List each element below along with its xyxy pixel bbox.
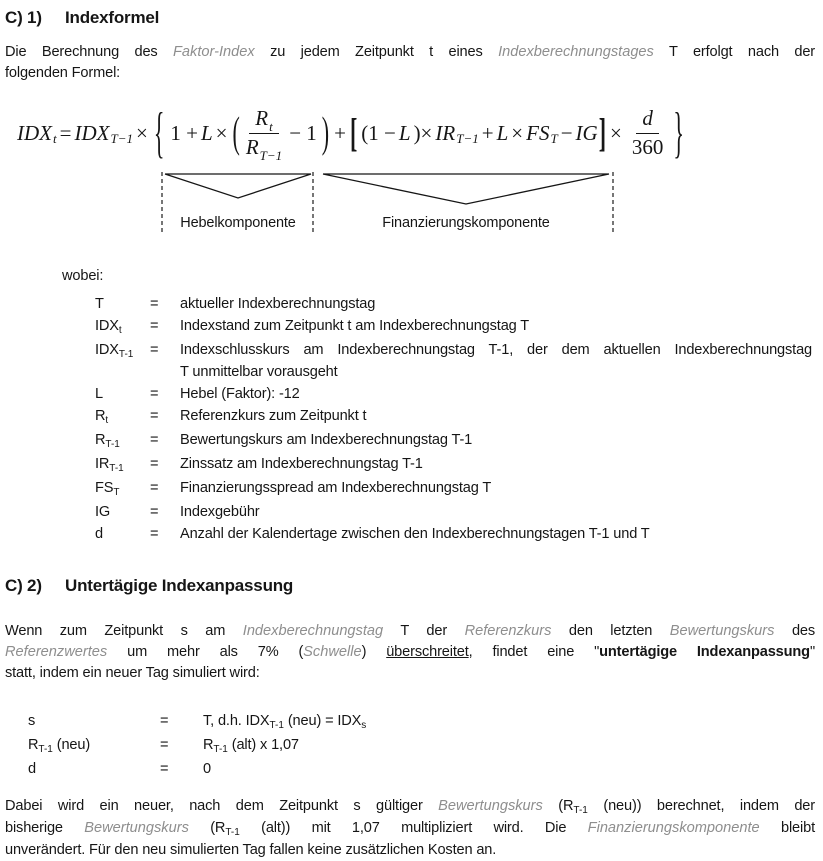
definition-equals-sign: = — [150, 408, 159, 424]
variable-definitions-list — [95, 293, 812, 545]
formula-inner-close: )× — [413, 120, 433, 145]
definition-equals-sign: = — [160, 761, 169, 777]
definition-value: Zinssatz am Indexberechnungstag T-1 — [180, 456, 423, 472]
definition-row — [95, 453, 812, 477]
definition-equals-sign: = — [150, 456, 159, 472]
adjustment-definitions-list — [28, 710, 815, 780]
section-1-title: Indexformel — [65, 8, 160, 27]
formula-minus-2: − — [560, 120, 573, 145]
definition-term: d — [28, 761, 36, 777]
formula-open-paren: ( — [232, 107, 240, 157]
definition-row — [95, 339, 812, 383]
formula-inner-open: (1 − — [361, 120, 396, 145]
definition-value: T, d.h. $IDX_{T-1}$ $(neu) = IDX_s$ — [203, 713, 367, 731]
formula-rate-fraction — [245, 106, 283, 163]
fraction-denominator: 360 — [631, 134, 664, 159]
definition-row — [95, 477, 812, 501]
definition-value: aktueller Indexberechnungstag — [180, 296, 376, 312]
definition-value: Finanzierungsspread am Indexberechnungstag T — [180, 480, 492, 496]
formula-times-4: × — [610, 120, 622, 145]
definition-row — [95, 429, 812, 453]
definition-equals-sign: = — [150, 504, 159, 520]
definition-term: $R_{T-1}$ — [95, 432, 120, 450]
definition-row — [95, 383, 812, 405]
definition-value: Anzahl der Kalendertage zwischen den Indexberechnungstagen T-1 und T — [180, 526, 650, 542]
formula-minus-one: − 1 — [289, 120, 317, 145]
formula-prev-subscript: T−1 — [110, 131, 133, 146]
section-1-number: C) 1) — [5, 8, 42, 27]
definition-row — [95, 315, 812, 339]
formula-times-2: × — [215, 120, 228, 145]
formula-close-bracket: ] — [598, 108, 607, 156]
formula-components-diagram — [157, 170, 619, 236]
wobei-label: wobei: — [62, 268, 104, 284]
definition-term: $R_t$ — [95, 408, 109, 426]
fraction-denominator: $R_{T-1}$ — [245, 134, 283, 163]
section-2-title: Untertägige Indexanpassung — [65, 576, 294, 595]
formula-open-brace: { — [153, 99, 165, 164]
definition-equals-sign: = — [160, 713, 169, 729]
financing-component-brace — [323, 174, 609, 204]
definition-term: L — [95, 386, 103, 402]
index-formula: IDX t = IDX T−1 × { 1 + L × ( $\frac{R_t}{R_{T-1}}$ − 1 ) + [ (1 − L )× IR T−1 + L × FS T − IG ] × $\frac{d}{360}$ } — [17, 98, 815, 168]
section-2-outro-paragraph: Dabei wird ein neuer, nach dem Zeitpunkt s gültiger Bewertungskurs ($R_{T-1}$ (neu)) berechnet, indem der bisherige Bewertungskurs ($R_{T-1}$ (alt)) mit 1,07 multipliziert wird. Die Finanzierungskomponente bleibt unverändert. Für den neu simulierten Tag fallen keine zusätzlichen Kosten an. — [5, 798, 815, 858]
formula-times-3: × — [511, 120, 524, 145]
definition-value: Referenzkurs zum Zeitpunkt t — [180, 408, 367, 424]
formula-interest-rate: IR — [435, 120, 456, 145]
definition-equals-sign: = — [150, 526, 159, 542]
definition-value: Bewertungskurs am Indexberechnungstag T-1 — [180, 432, 473, 448]
definition-term: $R_{T-1}$ (neu) — [28, 737, 91, 755]
leverage-component-label: Hebelkomponente — [180, 215, 296, 231]
definition-term: $FS_T$ — [95, 480, 120, 498]
definition-row — [95, 405, 812, 429]
section-1-intro-paragraph: Die Berechnung des Faktor-Index zu jedem Zeitpunkt t eines Indexberechnungstages T erfolgt nach der folgenden Formel: — [5, 44, 815, 81]
definition-row — [28, 758, 815, 780]
section-2-heading — [5, 575, 815, 596]
definition-row — [28, 734, 815, 758]
definition-value: Hebel (Faktor): -12 — [180, 386, 300, 402]
formula-plus: + — [334, 120, 346, 145]
section-2-intro-paragraph: Wenn zum Zeitpunkt s am Indexberechnungstag T der Referenzkurs den letzten Bewertungskurs des Referenzwertes um mehr als 7% (Schwelle) überschreitet, findet eine "untertägige Indexanpassung" statt, indem ein neuer Tag simuliert wird: — [5, 623, 816, 681]
definition-term: $IDX_t$ — [95, 318, 122, 336]
formula-plus-2: + — [481, 120, 494, 145]
definition-term: IG — [95, 504, 111, 520]
formula-index-fee: IG — [575, 120, 598, 145]
definition-term: $IDX_{T-1}$ — [95, 342, 134, 360]
formula-open-bracket: [ — [349, 108, 358, 156]
definition-equals-sign: = — [160, 737, 169, 753]
definition-equals-sign: = — [150, 342, 159, 358]
formula-close-paren: ) — [321, 107, 330, 157]
formula-leverage: L — [200, 120, 213, 145]
formula-financing-spread: FS — [526, 120, 550, 145]
section-1-heading — [5, 7, 815, 28]
definition-row — [28, 710, 815, 734]
definition-row — [95, 501, 812, 523]
definition-equals-sign: = — [150, 296, 159, 312]
formula-day-fraction — [629, 107, 667, 158]
fraction-numerator: $R_t$ — [249, 107, 278, 133]
section-2-number: C) 2) — [5, 576, 42, 595]
definition-equals-sign: = — [150, 386, 159, 402]
formula-one-plus: 1 + — [170, 120, 198, 145]
formula-equals: = — [59, 120, 72, 145]
definition-equals-sign: = — [150, 432, 159, 448]
definition-term: s — [28, 713, 36, 729]
definition-equals-sign: = — [150, 318, 159, 334]
formula-lhs-subscript: t — [53, 131, 57, 146]
fraction-numerator: d — [636, 107, 659, 133]
definition-value: Indexstand zum Zeitpunkt t am Indexberechnungstag T — [180, 318, 530, 334]
formula-close-brace: } — [673, 99, 684, 164]
definition-value: Indexgebühr — [180, 504, 260, 520]
definition-term: d — [95, 526, 103, 542]
definition-row — [95, 293, 812, 315]
formula-times: × — [135, 120, 148, 145]
formula-leverage-2: L — [398, 120, 411, 145]
formula-leverage-3: L — [496, 120, 509, 145]
definition-row — [95, 523, 812, 545]
definition-term: T — [95, 296, 104, 312]
definition-equals-sign: = — [150, 480, 159, 496]
definition-value: 0 — [203, 761, 211, 777]
definition-value: Indexschlusskurs am Indexberechnungstag T-1, der dem aktuellen Indexberechnungstag T unmittelbar vorausgeht — [180, 342, 812, 380]
leverage-component-brace — [165, 174, 311, 198]
financing-component-label: Finanzierungskomponente — [382, 215, 550, 231]
definition-value: $R_{T-1}$ (alt) x 1,07 — [203, 737, 299, 755]
formula-prev-index: IDX — [74, 120, 110, 145]
definition-term: $IR_{T-1}$ — [95, 456, 124, 474]
formula-lhs: IDX — [17, 120, 52, 145]
